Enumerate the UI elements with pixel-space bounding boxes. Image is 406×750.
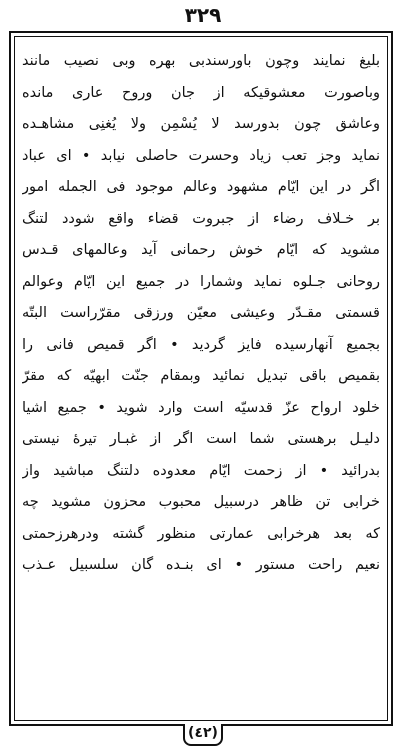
text-line: مشوید که ایّام خوش رحمانی آید وعالمهای قـدس [22,242,380,258]
text-line: بلیغ نمایند وچون باورسندبی بهره وبی نصیب مانند [22,53,380,69]
text-line: دلیـل برهستی شما است اگر از غبـار تیرهٔ نیستی [22,431,380,447]
text-line: بجمیع آنهارسیده فایز گردید • اگر قمیص فانی را [22,336,380,353]
page-number: ٣٢٩ [184,3,222,27]
text-line: نماید وجز تعب زیاد وحسرت حاصلی نیابد • ای عباد [22,147,380,164]
text-line: وعاشق چون بدورسد لا یُسْمِن ولا یُغنِی مشاهـده [22,116,380,132]
signature-mark: (٤٢) [183,724,223,746]
text-line: وباصورت معشوقیکه از جان وروح عاری مانده [22,84,380,101]
text-line: بدرائید • از زحمت ایّام معدوده دلتنگ مباشید واز [22,462,380,479]
text-line: که بعد هرخرابی عمارتی منظور گشته ودرهرزحمتی [22,525,380,542]
text-block [22,46,380,716]
text-line: روحانی جـلوه نماید وشمارا در جمیع این ایّام وعوالم [22,273,380,290]
text-line: خرابی تن ظاهر درسبیل محبوب محزون مشوید چه [22,494,380,510]
text-line: اگر در این ایّام مشهود وعالم موجود فی الجمله امور [22,179,380,195]
text-line: بقمیص باقی تبدیل نمائید وبمقام جنّت ابهیّه که مقرّ [22,368,380,384]
text-line: بر خـلاف رضاء از جبروت قضاء واقع شودد لتنگ [22,210,380,227]
text-line: نعیم راحت مستور • ای بنـده گان سلسبیل عـذب [22,557,380,573]
text-line: خلود ارواح عزّ قدسیّه است وارد شوید • جمیع اشیا [22,399,380,416]
text-line: قسمتی مقـدّر وعیشی معیّن ورزقی مقرّراست البتّه [22,305,380,321]
